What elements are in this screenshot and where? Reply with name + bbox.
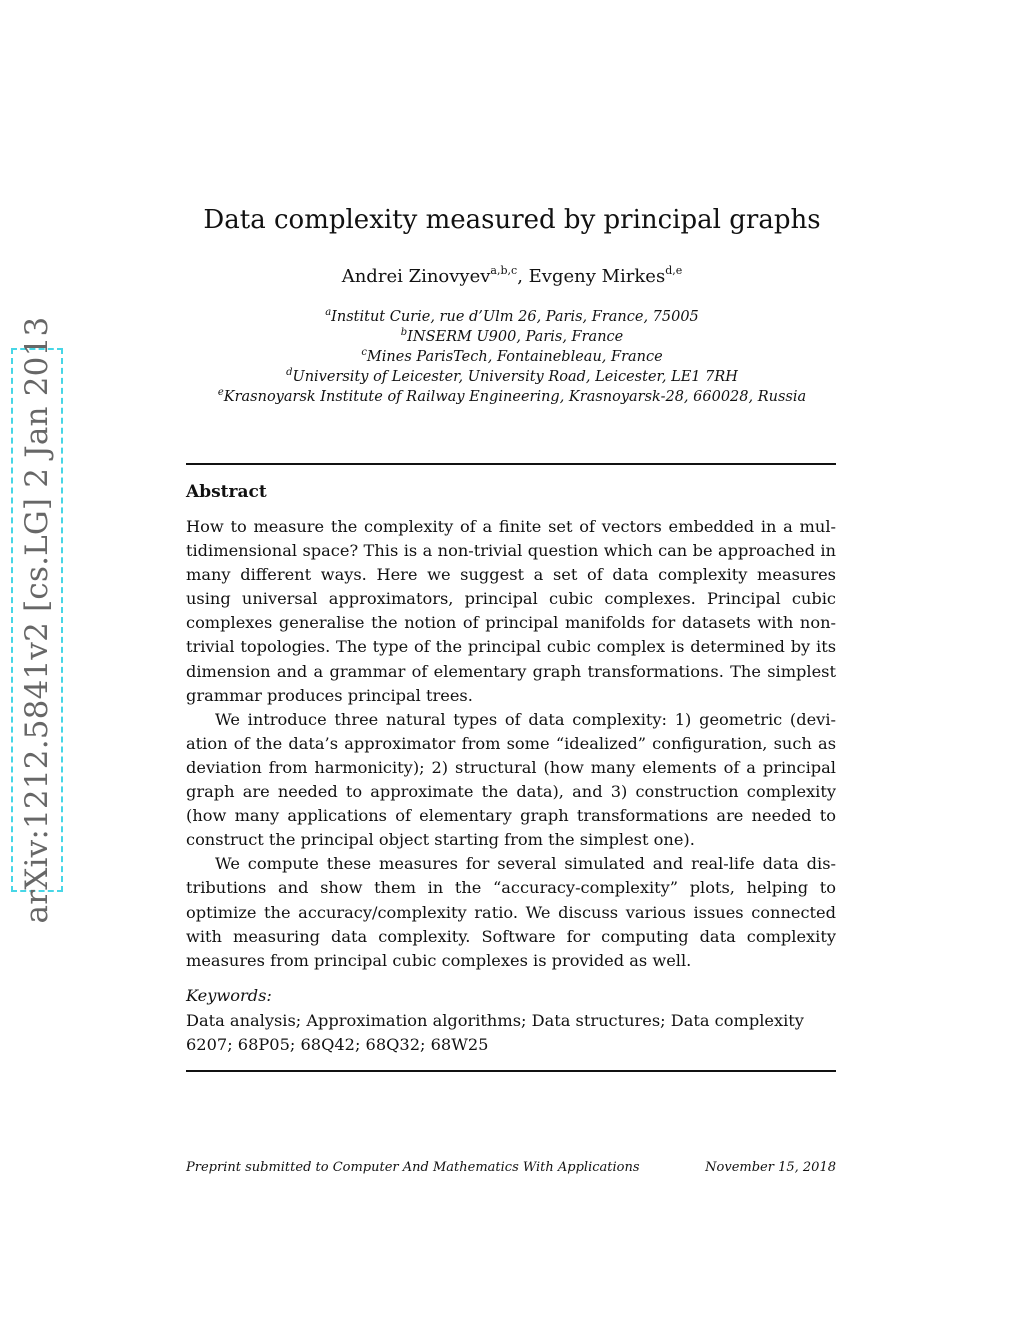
- affiliation-mark: a: [325, 307, 332, 318]
- affiliation-mark: e: [217, 387, 224, 398]
- author-name: Andrei Zinovyev: [341, 266, 491, 287]
- affiliation-line: [0, 307, 1024, 327]
- abstract-body: [186, 515, 836, 973]
- author-affiliation-marks: a,b,c: [490, 264, 518, 277]
- affiliation-mark: c: [361, 347, 367, 358]
- affiliation-line: [0, 327, 1024, 347]
- keywords-list: [186, 1009, 836, 1057]
- footer-date: November 15, 2018: [705, 1160, 836, 1175]
- author-affiliation-marks: d,e: [665, 264, 683, 277]
- paper-title: Data complexity measured by principal graphs: [203, 205, 821, 235]
- affiliation-mark: b: [400, 327, 408, 338]
- affiliation-text: University of Leicester, University Road, Leicester, LE1 7RH: [292, 369, 738, 385]
- author-separator: ,: [517, 266, 529, 287]
- abstract-heading: Abstract: [186, 482, 267, 502]
- abstract-paragraph: We introduce three natural types of data complexity: 1) geometric (deviation of the data’s approximator from some “idealized” configuration, such as deviation from harmonicity); 2) structural (how many elements of a principal graph are needed to approximate the data), and 3) construction complexity (how many applications of elementary graph transformations are needed to construct the principal object starting from the simplest one).: [186, 709, 836, 850]
- abstract-bottom-rule: [186, 1070, 836, 1072]
- affiliation-list: [0, 307, 1024, 407]
- keywords-line: Data analysis; Approximation algorithms; Data structures; Data complexity: [186, 1011, 804, 1030]
- author-list: [0, 266, 1024, 288]
- keywords-line: 6207; 68P05; 68Q42; 68Q32; 68W25: [186, 1035, 489, 1055]
- keywords-label: Keywords:: [186, 986, 272, 1005]
- affiliation-text: Krasnoyarsk Institute of Railway Engineering, Krasnoyarsk-28, 660028, Russia: [223, 389, 807, 405]
- abstract-paragraph: How to measure the complexity of a finite set of vectors embedded in a multidimensional space? This is a non-trivial question which can be approached in many different ways. Here we suggest a set of data complexity measures using universal approximators, principal cubic complexes. Principal cubic complexes generalise the notion of principal manifolds for datasets with nontrivial topologies. The type of the principal cubic complex is determined by its dimension and a grammar of elementary graph transformations. The simplest grammar produces principal trees.: [186, 517, 836, 705]
- affiliation-mark: d: [286, 367, 293, 378]
- submission-note: Preprint submitted to Computer And Mathematics With Applications: [186, 1160, 640, 1175]
- arxiv-identifier: arXiv:1212.5841v2 [cs.LG] 2 Jan 2013: [19, 316, 55, 924]
- affiliation-text: Mines ParisTech, Fontainebleau, France: [366, 349, 663, 365]
- affiliation-line: [0, 367, 1024, 387]
- affiliation-line: [0, 347, 1024, 367]
- affiliation-line: [0, 387, 1024, 407]
- abstract-paragraph: We compute these measures for several simulated and real-life data distributions and show them in the “accuracy-complexity” plots, helping to optimize the accuracy/complexity ratio. We discuss various issues connected with measuring data complexity. Software for computing data complexity measures from principal cubic complexes is provided as well.: [186, 854, 836, 970]
- author-name: Evgeny Mirkes: [528, 266, 666, 287]
- abstract-top-rule: [186, 463, 836, 465]
- affiliation-text: Institut Curie, rue d’Ulm 26, Paris, France, 75005: [331, 309, 699, 325]
- affiliation-text: INSERM U900, Paris, France: [407, 329, 624, 345]
- arxiv-side-stamp: [11, 316, 63, 924]
